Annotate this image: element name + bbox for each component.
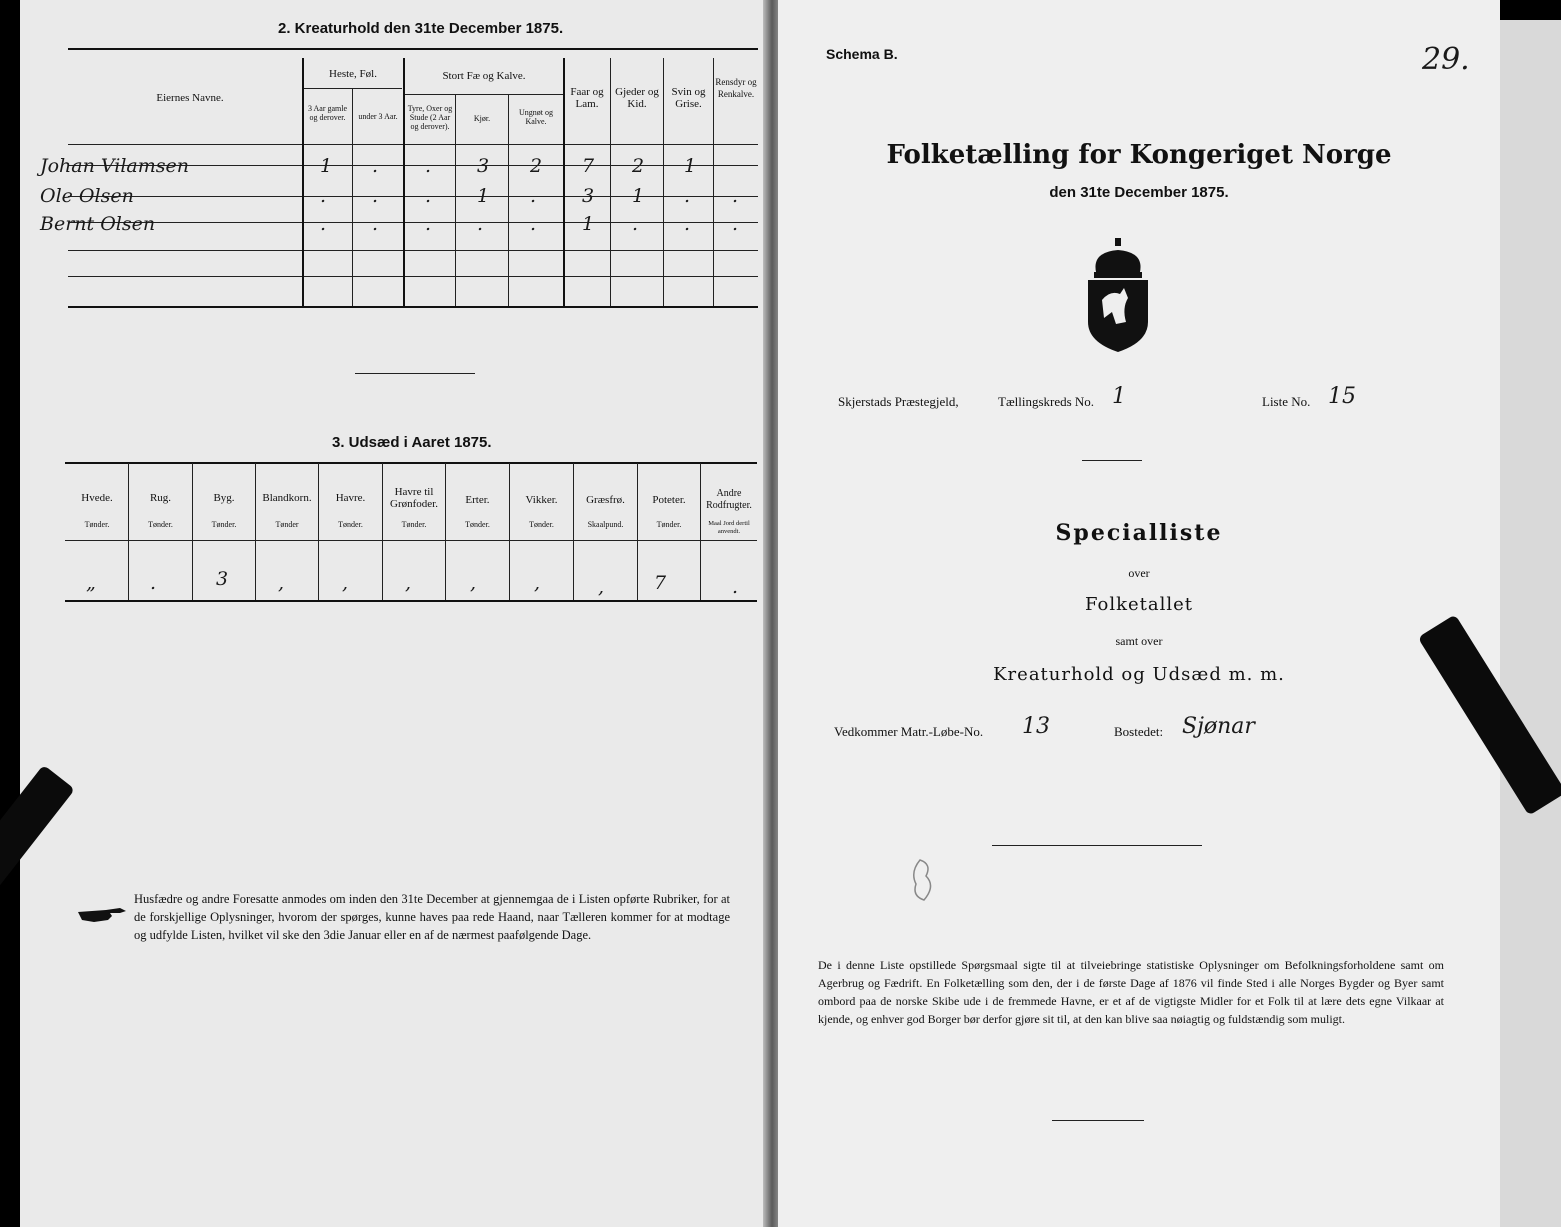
fae-col-3: Ungnøt og Kalve. <box>519 108 553 126</box>
heste-col-1: 3 Aar gamle og derover. <box>307 104 348 122</box>
rensdyr-header: Rensdyr og Renkalve. <box>715 77 757 99</box>
cell: . <box>425 155 432 177</box>
kreds-value: 1 <box>1112 384 1126 409</box>
fae-col-1: Tyre, Oxer og Stude (2 Aar og derover). <box>407 104 453 131</box>
cell: . <box>732 213 739 235</box>
crop-header: Havre til Grønfoder. <box>390 486 438 510</box>
subtitle: den 31te December 1875. <box>1049 184 1229 201</box>
separator <box>1082 460 1142 461</box>
crop-value: 7 <box>654 572 667 594</box>
cell: . <box>632 213 639 235</box>
crop-header: Byg. <box>213 492 235 504</box>
cell: . <box>530 185 537 207</box>
cell: 7 <box>582 155 595 177</box>
crop-header: Erter. <box>465 494 490 506</box>
crop-header: Vikker. <box>525 494 558 506</box>
crop-header: Havre. <box>335 492 366 504</box>
owner-names-header: Eiernes Navne. <box>156 92 224 104</box>
schema-label: Schema B. <box>826 46 898 62</box>
matr-label: Vedkommer Matr.-Løbe-No. <box>834 724 984 739</box>
district-label: Skjerstads Præstegjeld, <box>838 394 959 409</box>
cell: . <box>320 185 327 207</box>
gjeder-header: Gjeder og Kid. <box>615 86 659 110</box>
crop-value: . <box>732 576 739 598</box>
crop-unit: Tønder. <box>338 520 363 529</box>
separator <box>992 845 1202 846</box>
crop-header: Hvede. <box>81 492 113 504</box>
cell: . <box>372 213 379 235</box>
crop-header: Poteter. <box>652 494 686 506</box>
explanation-text: De i denne Liste opstillede Spørgsmaal sigte til at tilveiebringe statistiske Oplysninger om Befolkningsforholdene samt om Agerbrug og Fædrift. En Folketælling som den, der i de første Dage af 1876 vil finde Sted i alle Norges Bygder og Byer samt ombord paa de norske Skibe ude i de fremmede Havne, er et af de vigtigste Midler for et Folk til at lære dets egne Vilkaar at kjende, og enhver god Borger bør derfor gjøre sit til, at den kan blive saa nøiagtig og fuldstændig som muligt. <box>818 958 1444 1026</box>
page-number: 29. <box>1422 42 1470 77</box>
crop-value: , <box>470 572 477 594</box>
pointing-hand-icon <box>76 904 128 926</box>
cell: . <box>477 213 484 235</box>
page-edges <box>1500 20 1561 1227</box>
right-page <box>778 0 1500 1227</box>
folketallet-text: Folketallet <box>1084 594 1194 615</box>
stamp-mark-icon <box>908 856 938 906</box>
liste-value: 15 <box>1328 384 1356 409</box>
cell: . <box>425 213 432 235</box>
crop-unit: Tønder. <box>148 520 173 529</box>
crop-value: , <box>405 572 412 594</box>
cell: . <box>732 185 739 207</box>
crop-value: , <box>342 572 349 594</box>
coat-of-arms-icon <box>1082 238 1154 354</box>
crop-value: , <box>534 572 541 594</box>
kreaturhold-text: Kreaturhold og Udsæd m. m. <box>993 664 1285 685</box>
cell: 1 <box>320 155 333 177</box>
bostedet-value: Sjønar <box>1182 714 1255 739</box>
crop-header: Rug. <box>149 492 172 504</box>
crop-unit: Tønder. <box>211 520 237 529</box>
crop-unit: Tønder <box>275 520 299 529</box>
crop-header: Blandkorn. <box>262 492 312 504</box>
cell: . <box>684 213 691 235</box>
owner-name-1: Johan Vilamsen <box>40 155 190 177</box>
cell: 3 <box>582 185 595 207</box>
cell: 1 <box>477 185 490 207</box>
crop-header: Andre Rodfrugter. <box>706 488 752 511</box>
fae-header: Stort Fæ og Kalve. <box>442 70 526 82</box>
crop-unit: Skaalpund. <box>587 520 624 529</box>
over-text: over <box>1128 566 1150 580</box>
separator <box>1052 1120 1144 1121</box>
crop-value: 3 <box>216 568 229 590</box>
owner-name-3: Bernt Olsen <box>40 213 156 235</box>
crop-value: . <box>150 572 157 594</box>
svin-header: Svin og Grise. <box>671 86 706 110</box>
cell: 1 <box>632 185 645 207</box>
liste-label: Liste No. <box>1262 394 1311 409</box>
crop-value: , <box>278 572 285 594</box>
cell: . <box>425 185 432 207</box>
cell: . <box>684 185 691 207</box>
crop-unit: Tønder. <box>529 520 554 529</box>
cell: 1 <box>684 155 697 177</box>
crop-unit: Maal Jord dertil anvendt. <box>708 520 750 535</box>
samt-over-text: samt over <box>1115 634 1163 648</box>
crop-header: Græsfrø. <box>586 494 625 506</box>
cell: . <box>372 155 379 177</box>
heste-col-2: under 3 Aar. <box>358 112 398 121</box>
left-page <box>20 0 770 1227</box>
crop-unit: Tønder. <box>465 520 490 529</box>
matr-value: 13 <box>1022 714 1050 739</box>
crop-unit: Tønder. <box>401 520 427 529</box>
fae-col-2: Kjør. <box>473 114 491 123</box>
cell: . <box>530 213 537 235</box>
separator <box>355 373 475 374</box>
crop-value: „ <box>86 572 96 594</box>
notice-text: Husfædre og andre Foresatte anmodes om inden den 31te December at gjennemgaa de i Listen opførte Rubriker, for at de forskjellige Oplysninger, hvorom der spørges, kunne haves paa rede Haand, naar Tælleren kommer for at modtage og udfylde Listen, hvilket vil ske den 3die Januar eller en af de nærmest paafølgende Dage. <box>134 892 730 942</box>
bostedet-label: Bostedet: <box>1114 724 1164 739</box>
section2-title: 2. Kreaturhold den 31te December 1875. <box>278 20 564 37</box>
cell: 2 <box>530 155 543 177</box>
owner-name-2: Ole Olsen <box>40 185 134 207</box>
crop-unit: Tønder. <box>656 520 682 529</box>
cell: . <box>320 213 327 235</box>
specialliste-heading: Specialliste <box>1055 520 1223 546</box>
cell: 1 <box>582 213 595 235</box>
heste-header: Heste, Føl. <box>329 68 377 80</box>
cell: 2 <box>632 155 645 177</box>
cell: 3 <box>477 155 490 177</box>
faar-header: Faar og Lam. <box>570 86 604 110</box>
kreds-label: Tællingskreds No. <box>998 394 1095 409</box>
crop-unit: Tønder. <box>84 520 110 529</box>
main-title: Folketælling for Kongeriget Norge <box>886 140 1392 170</box>
crop-value: , <box>598 576 605 598</box>
cell: . <box>372 185 379 207</box>
section3-title: 3. Udsæd i Aaret 1875. <box>332 434 492 451</box>
